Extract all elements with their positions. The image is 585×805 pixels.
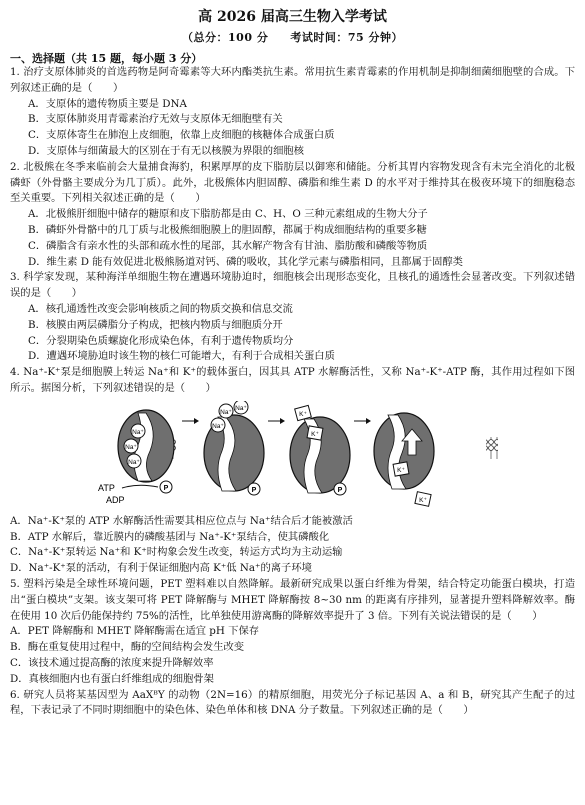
section-title: 一、选择题（共 15 题，每小题 3 分） — [10, 52, 203, 65]
option-a: A．北极熊肝细胞中储存的糖原和皮下脂肪都是由 C、H、O 三种元素组成的生物大分子 — [28, 208, 428, 221]
option-a: A．Na⁺-K⁺泵的 ATP 水解酶活性需要其相应位点与 Na⁺结合后才能被激活 — [10, 514, 353, 527]
ion-label: Na⁺ — [132, 428, 144, 436]
option-d: D．真核细胞内也有蛋白纤维组成的细胞骨架 — [10, 672, 214, 685]
option-d: D．支原体与细菌最大的区别在于有无以核膜为界限的细胞核 — [28, 144, 304, 157]
total-score: （总分：100 分 — [182, 31, 269, 44]
ion-label: Na⁺ — [125, 443, 137, 451]
phosphate-label: P — [337, 486, 343, 494]
ion-label: Na⁺ — [128, 458, 140, 466]
reaction-arrow — [122, 485, 158, 488]
membrane-segment — [486, 437, 498, 459]
question-4 — [10, 365, 575, 577]
ion-label: K⁺ — [299, 410, 307, 418]
option-c: C．该技术通过提高酶的浓度来提升降解效率 — [10, 656, 214, 669]
option-a: A．PET 降解酶和 MHET 降解酶需在适宜 pH 下保存 — [10, 625, 260, 638]
question-1 — [10, 65, 575, 160]
option-d: D．Na⁺-K⁺泵的活动，有利于保证细胞内高 K⁺低 Na⁺的离子环境 — [10, 562, 312, 575]
pump-stage-1 — [118, 410, 174, 493]
option-b: B．ATP 水解后，靠近膜内的磷酸基团与 Na⁺-K⁺泵结合，使其磷酸化 — [10, 530, 330, 543]
question-stem: 2. 北极熊在冬季来临前会大量捕食海豹，积累厚厚的皮下脂肪层以御寒和储能。分析其胃内容物发现含有未完全消化的北极磷虾（外骨骼主要成分为几丁质）。此外，北极熊体内胆固醇、磷脂和维生素 D 的水平对于维持其在极夜环境下的细胞稳态至关重要。下列相关叙述正确的是（ ） — [10, 160, 575, 205]
option-b: B．核膜由两层磷脂分子构成，把核内物质与细胞质分开 — [28, 318, 283, 331]
exam-time: 考试时间：75 分钟） — [290, 31, 403, 44]
ion-label: K⁺ — [311, 430, 319, 438]
pump-stage-2 — [204, 401, 264, 495]
option-c: C．分裂期染色质螺旋化形成染色体，有利于遗传物质均分 — [28, 334, 294, 347]
question-6 — [10, 688, 575, 720]
question-stem: 1. 治疗支原体肺炎的首选药物是阿奇霉素等大环内酯类抗生素。常用抗生素青霉素的作用机制是抑制细菌细胞壁的合成。下列叙述正确的是（ ） — [10, 66, 575, 94]
ion-label: K⁺ — [419, 496, 427, 504]
option-b: B．支原体肺炎用青霉素治疗无效与支原体无细胞壁有关 — [28, 113, 283, 126]
question-5 — [10, 577, 575, 688]
exam-title: 高 2026 届高三生物入学考试 — [198, 9, 387, 25]
question-2 — [10, 160, 575, 271]
question-stem: 6. 研究人员将某基因型为 AaXᴮY 的动物（2N=16）的精原细胞，用荧光分子标记基因 A、a 和 B，研究其产生配子的过程，下表记录了不同时期细胞中的染色体、染色单体和核 DNA 分子数量。下列叙述正确的是（ ） — [10, 688, 575, 717]
option-b: B．酶在重复使用过程中，酶的空间结构会发生改变 — [10, 641, 245, 654]
ion-label: Na⁺ — [220, 408, 232, 416]
adp-label: ADP — [106, 494, 125, 505]
option-c: C．支原体寄生在肺泡上皮细胞，依靠上皮细胞的核糖体合成蛋白质 — [28, 129, 335, 142]
option-a: A．核孔通透性改变会影响核质之间的物质交换和信息交流 — [28, 302, 293, 315]
pump-stage-4 — [374, 413, 434, 506]
phosphate-label: P — [251, 486, 257, 494]
option-a: A．支原体的遗传物质主要是 DNA — [28, 97, 187, 110]
question-stem: 5. 塑料污染是全球性环境问题，PET 塑料难以自然降解。最新研究成果以蛋白纤维为骨架，结合特定功能蛋白模块，打造出“蛋白模块”支架。该支架可将 PET 降解酶与 MHET 降解酶按 8~30 nm 的距离有序排列，显著提升塑料降解效率。酶在使用 10 次后仍能保持约 75%的活性，比单独使用游离酶的降解效率提升了 3 倍。下列有关说法错误的是（ ） — [10, 577, 575, 622]
ion-label: Na⁺ — [212, 422, 224, 430]
question-stem: 3. 科学家发现，某种海洋单细胞生物在遭遇环境胁迫时，细胞核会出现形态变化，且核孔的通透性会显著改变。下列叙述错误的是（ ） — [10, 271, 575, 300]
phosphate-label: P — [163, 484, 169, 492]
question-stem: 4. Na⁺-K⁺泵是细胞膜上转运 Na⁺和 K⁺的载体蛋白，因其具 ATP 水解酶活性，又称 Na⁺-K⁺-ATP 酶，其作用过程如下图所示。据图分析，下列叙述错误的是（ ） — [10, 366, 575, 394]
ion-label: Na⁺ — [235, 404, 247, 412]
option-d: D．遭遇环境胁迫时该生物的核仁可能增大，有利于合成相关蛋白质 — [28, 350, 335, 363]
step-arrow-head — [280, 418, 285, 424]
option-c: C．磷脂含有亲水性的头部和疏水性的尾部，其水解产物含有甘油、脂肪酸和磷酸等物质 — [28, 239, 428, 252]
step-arrow-head — [194, 418, 199, 424]
option-b: B．磷虾外骨骼中的几丁质与北极熊细胞膜上的胆固醇，都属于构成细胞结构的重要多糖 — [28, 223, 427, 236]
question-list — [10, 65, 575, 719]
exam-meta — [0, 29, 585, 45]
pump-stage-3 — [290, 405, 350, 495]
atp-label: ATP — [98, 482, 115, 493]
sodium-potassium-pump-figure — [10, 401, 575, 511]
option-d: D．维生素 D 能有效促进北极熊肠道对钙、磷的吸收，其化学元素与磷脂相同，且都属于固醇类 — [28, 255, 463, 268]
step-arrow-head — [366, 418, 371, 424]
pump-diagram — [98, 401, 498, 511]
question-3 — [10, 270, 575, 365]
option-c: C．Na⁺-K⁺泵转运 Na⁺和 K⁺时构象会发生改变，转运方式均为主动运输 — [10, 546, 343, 559]
ion-label: K⁺ — [397, 466, 405, 474]
